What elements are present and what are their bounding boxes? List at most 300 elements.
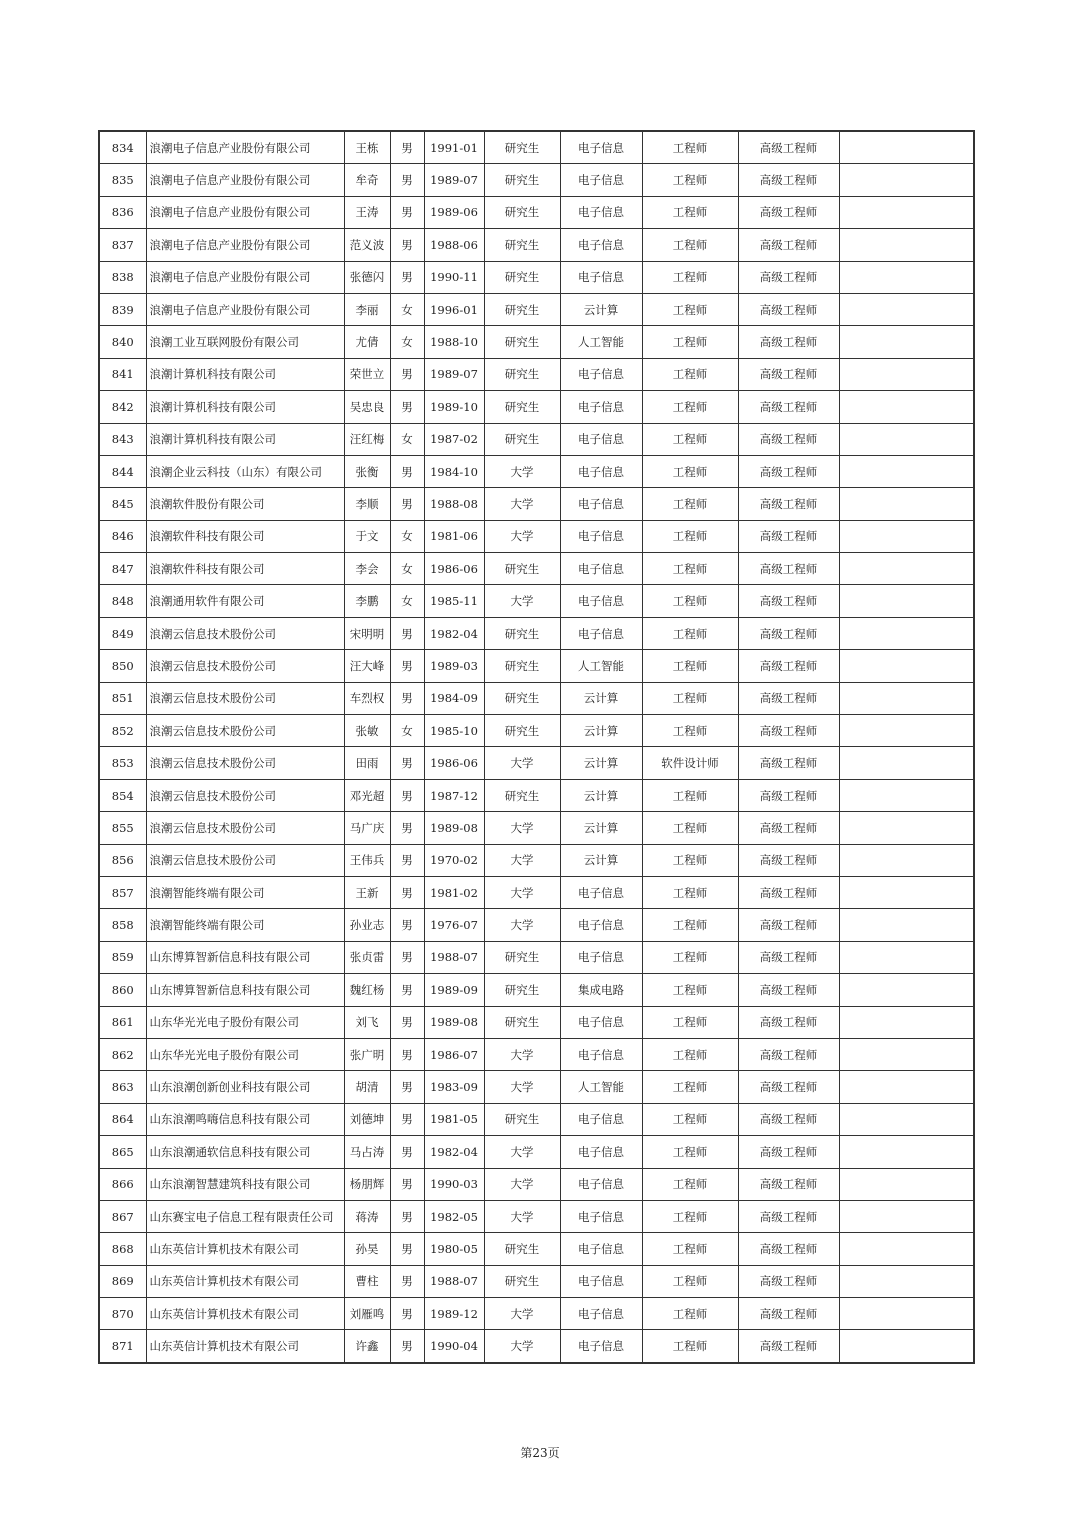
remarks-cell bbox=[839, 1006, 974, 1038]
applied-title-cell: 高级工程师 bbox=[738, 941, 839, 973]
table-row bbox=[99, 229, 974, 261]
remarks-cell bbox=[839, 585, 974, 617]
name-cell: 孙业志 bbox=[344, 909, 390, 941]
education-cell: 研究生 bbox=[484, 391, 560, 423]
row-number-cell: 844 bbox=[99, 455, 146, 487]
applied-title-cell: 高级工程师 bbox=[738, 455, 839, 487]
table-row bbox=[99, 1006, 974, 1038]
specialty-cell: 电子信息 bbox=[560, 553, 642, 585]
applied-title-cell: 高级工程师 bbox=[738, 229, 839, 261]
table-row bbox=[99, 1103, 974, 1135]
table-row bbox=[99, 747, 974, 779]
remarks-cell bbox=[839, 1298, 974, 1330]
remarks-cell bbox=[839, 1168, 974, 1200]
specialty-cell: 电子信息 bbox=[560, 1038, 642, 1070]
name-cell: 王新 bbox=[344, 876, 390, 908]
current-title-cell: 工程师 bbox=[642, 455, 738, 487]
company-cell: 山东华光光电子股份有限公司 bbox=[146, 1038, 344, 1070]
row-number-cell: 860 bbox=[99, 974, 146, 1006]
table-row bbox=[99, 585, 974, 617]
gender-cell: 男 bbox=[390, 1168, 424, 1200]
birth-date-cell: 1989-07 bbox=[424, 358, 484, 390]
current-title-cell: 工程师 bbox=[642, 715, 738, 747]
specialty-cell: 云计算 bbox=[560, 844, 642, 876]
education-cell: 研究生 bbox=[484, 1265, 560, 1297]
company-cell: 浪潮计算机科技有限公司 bbox=[146, 358, 344, 390]
table-row bbox=[99, 1136, 974, 1168]
company-cell: 浪潮通用软件有限公司 bbox=[146, 585, 344, 617]
row-number-cell: 861 bbox=[99, 1006, 146, 1038]
education-cell: 研究生 bbox=[484, 617, 560, 649]
applied-title-cell: 高级工程师 bbox=[738, 131, 839, 164]
education-cell: 大学 bbox=[484, 488, 560, 520]
gender-cell: 男 bbox=[390, 391, 424, 423]
row-number-cell: 839 bbox=[99, 293, 146, 325]
current-title-cell: 工程师 bbox=[642, 164, 738, 196]
education-cell: 大学 bbox=[484, 1330, 560, 1363]
birth-date-cell: 1988-06 bbox=[424, 229, 484, 261]
remarks-cell bbox=[839, 293, 974, 325]
table-row bbox=[99, 844, 974, 876]
remarks-cell bbox=[839, 617, 974, 649]
name-cell: 尤倩 bbox=[344, 326, 390, 358]
remarks-cell bbox=[839, 196, 974, 228]
table-row bbox=[99, 520, 974, 552]
birth-date-cell: 1981-02 bbox=[424, 876, 484, 908]
table-row bbox=[99, 812, 974, 844]
name-cell: 马占涛 bbox=[344, 1136, 390, 1168]
education-cell: 研究生 bbox=[484, 293, 560, 325]
remarks-cell bbox=[839, 1038, 974, 1070]
education-cell: 大学 bbox=[484, 1038, 560, 1070]
company-cell: 山东博算智新信息科技有限公司 bbox=[146, 974, 344, 1006]
row-number-cell: 845 bbox=[99, 488, 146, 520]
name-cell: 车烈权 bbox=[344, 682, 390, 714]
applied-title-cell: 高级工程师 bbox=[738, 1200, 839, 1232]
applied-title-cell: 高级工程师 bbox=[738, 391, 839, 423]
education-cell: 研究生 bbox=[484, 779, 560, 811]
table-row bbox=[99, 941, 974, 973]
company-cell: 山东英信计算机技术有限公司 bbox=[146, 1298, 344, 1330]
birth-date-cell: 1987-02 bbox=[424, 423, 484, 455]
specialty-cell: 电子信息 bbox=[560, 909, 642, 941]
name-cell: 张贞雷 bbox=[344, 941, 390, 973]
specialty-cell: 电子信息 bbox=[560, 520, 642, 552]
education-cell: 大学 bbox=[484, 1200, 560, 1232]
current-title-cell: 工程师 bbox=[642, 1103, 738, 1135]
remarks-cell bbox=[839, 520, 974, 552]
education-cell: 研究生 bbox=[484, 650, 560, 682]
company-cell: 山东博算智新信息科技有限公司 bbox=[146, 941, 344, 973]
specialty-cell: 电子信息 bbox=[560, 131, 642, 164]
table-row bbox=[99, 293, 974, 325]
specialty-cell: 人工智能 bbox=[560, 1071, 642, 1103]
table-row bbox=[99, 1168, 974, 1200]
specialty-cell: 电子信息 bbox=[560, 1233, 642, 1265]
birth-date-cell: 1984-09 bbox=[424, 682, 484, 714]
education-cell: 大学 bbox=[484, 747, 560, 779]
applied-title-cell: 高级工程师 bbox=[738, 585, 839, 617]
current-title-cell: 工程师 bbox=[642, 326, 738, 358]
name-cell: 魏红杨 bbox=[344, 974, 390, 1006]
row-number-cell: 842 bbox=[99, 391, 146, 423]
specialty-cell: 电子信息 bbox=[560, 585, 642, 617]
specialty-cell: 电子信息 bbox=[560, 1200, 642, 1232]
specialty-cell: 电子信息 bbox=[560, 455, 642, 487]
applied-title-cell: 高级工程师 bbox=[738, 747, 839, 779]
applied-title-cell: 高级工程师 bbox=[738, 553, 839, 585]
table-row bbox=[99, 326, 974, 358]
current-title-cell: 工程师 bbox=[642, 682, 738, 714]
table-row bbox=[99, 876, 974, 908]
company-cell: 浪潮智能终端有限公司 bbox=[146, 909, 344, 941]
name-cell: 李会 bbox=[344, 553, 390, 585]
education-cell: 大学 bbox=[484, 909, 560, 941]
applied-title-cell: 高级工程师 bbox=[738, 1298, 839, 1330]
row-number-cell: 858 bbox=[99, 909, 146, 941]
education-cell: 研究生 bbox=[484, 1006, 560, 1038]
current-title-cell: 工程师 bbox=[642, 1038, 738, 1070]
birth-date-cell: 1970-02 bbox=[424, 844, 484, 876]
company-cell: 浪潮云信息技术股份公司 bbox=[146, 715, 344, 747]
education-cell: 研究生 bbox=[484, 423, 560, 455]
education-cell: 大学 bbox=[484, 1298, 560, 1330]
specialty-cell: 电子信息 bbox=[560, 229, 642, 261]
gender-cell: 男 bbox=[390, 1265, 424, 1297]
applied-title-cell: 高级工程师 bbox=[738, 196, 839, 228]
current-title-cell: 工程师 bbox=[642, 1298, 738, 1330]
applied-title-cell: 高级工程师 bbox=[738, 293, 839, 325]
applied-title-cell: 高级工程师 bbox=[738, 1071, 839, 1103]
remarks-cell bbox=[839, 553, 974, 585]
table-row bbox=[99, 715, 974, 747]
education-cell: 研究生 bbox=[484, 1233, 560, 1265]
gender-cell: 男 bbox=[390, 1038, 424, 1070]
gender-cell: 女 bbox=[390, 326, 424, 358]
specialty-cell: 人工智能 bbox=[560, 650, 642, 682]
company-cell: 浪潮软件科技有限公司 bbox=[146, 553, 344, 585]
table-row bbox=[99, 164, 974, 196]
company-cell: 山东浪潮智慧建筑科技有限公司 bbox=[146, 1168, 344, 1200]
applied-title-cell: 高级工程师 bbox=[738, 164, 839, 196]
remarks-cell bbox=[839, 423, 974, 455]
birth-date-cell: 1982-05 bbox=[424, 1200, 484, 1232]
current-title-cell: 工程师 bbox=[642, 876, 738, 908]
remarks-cell bbox=[839, 164, 974, 196]
remarks-cell bbox=[839, 1200, 974, 1232]
name-cell: 荣世立 bbox=[344, 358, 390, 390]
education-cell: 研究生 bbox=[484, 1103, 560, 1135]
row-number-cell: 851 bbox=[99, 682, 146, 714]
table-row bbox=[99, 488, 974, 520]
birth-date-cell: 1976-07 bbox=[424, 909, 484, 941]
specialty-cell: 电子信息 bbox=[560, 488, 642, 520]
current-title-cell: 工程师 bbox=[642, 423, 738, 455]
company-cell: 浪潮云信息技术股份公司 bbox=[146, 650, 344, 682]
gender-cell: 男 bbox=[390, 650, 424, 682]
birth-date-cell: 1986-06 bbox=[424, 747, 484, 779]
row-number-cell: 856 bbox=[99, 844, 146, 876]
current-title-cell: 工程师 bbox=[642, 650, 738, 682]
birth-date-cell: 1984-10 bbox=[424, 455, 484, 487]
specialty-cell: 电子信息 bbox=[560, 391, 642, 423]
current-title-cell: 工程师 bbox=[642, 488, 738, 520]
gender-cell: 男 bbox=[390, 196, 424, 228]
remarks-cell bbox=[839, 1265, 974, 1297]
gender-cell: 女 bbox=[390, 715, 424, 747]
applied-title-cell: 高级工程师 bbox=[738, 1038, 839, 1070]
company-cell: 浪潮电子信息产业股份有限公司 bbox=[146, 164, 344, 196]
row-number-cell: 849 bbox=[99, 617, 146, 649]
birth-date-cell: 1989-09 bbox=[424, 974, 484, 1006]
name-cell: 范义波 bbox=[344, 229, 390, 261]
table-row bbox=[99, 1071, 974, 1103]
current-title-cell: 工程师 bbox=[642, 520, 738, 552]
specialty-cell: 电子信息 bbox=[560, 423, 642, 455]
remarks-cell bbox=[839, 1233, 974, 1265]
remarks-cell bbox=[839, 682, 974, 714]
name-cell: 邓光超 bbox=[344, 779, 390, 811]
gender-cell: 男 bbox=[390, 974, 424, 1006]
table-row bbox=[99, 974, 974, 1006]
table-row bbox=[99, 391, 974, 423]
gender-cell: 男 bbox=[390, 261, 424, 293]
row-number-cell: 840 bbox=[99, 326, 146, 358]
gender-cell: 男 bbox=[390, 455, 424, 487]
education-cell: 研究生 bbox=[484, 229, 560, 261]
applied-title-cell: 高级工程师 bbox=[738, 715, 839, 747]
applied-title-cell: 高级工程师 bbox=[738, 1233, 839, 1265]
remarks-cell bbox=[839, 261, 974, 293]
specialty-cell: 电子信息 bbox=[560, 196, 642, 228]
birth-date-cell: 1989-03 bbox=[424, 650, 484, 682]
birth-date-cell: 1982-04 bbox=[424, 1136, 484, 1168]
birth-date-cell: 1985-11 bbox=[424, 585, 484, 617]
table-row bbox=[99, 682, 974, 714]
education-cell: 研究生 bbox=[484, 974, 560, 1006]
table-row bbox=[99, 131, 974, 164]
specialty-cell: 人工智能 bbox=[560, 326, 642, 358]
current-title-cell: 工程师 bbox=[642, 1006, 738, 1038]
remarks-cell bbox=[839, 747, 974, 779]
remarks-cell bbox=[839, 650, 974, 682]
row-number-cell: 859 bbox=[99, 941, 146, 973]
birth-date-cell: 1989-06 bbox=[424, 196, 484, 228]
row-number-cell: 847 bbox=[99, 553, 146, 585]
row-number-cell: 869 bbox=[99, 1265, 146, 1297]
specialty-cell: 电子信息 bbox=[560, 358, 642, 390]
education-cell: 研究生 bbox=[484, 131, 560, 164]
birth-date-cell: 1990-11 bbox=[424, 261, 484, 293]
education-cell: 研究生 bbox=[484, 164, 560, 196]
birth-date-cell: 1990-04 bbox=[424, 1330, 484, 1363]
gender-cell: 男 bbox=[390, 844, 424, 876]
company-cell: 浪潮云信息技术股份公司 bbox=[146, 747, 344, 779]
name-cell: 汪红梅 bbox=[344, 423, 390, 455]
education-cell: 研究生 bbox=[484, 715, 560, 747]
name-cell: 张广明 bbox=[344, 1038, 390, 1070]
company-cell: 浪潮云信息技术股份公司 bbox=[146, 844, 344, 876]
birth-date-cell: 1985-10 bbox=[424, 715, 484, 747]
specialty-cell: 电子信息 bbox=[560, 876, 642, 908]
table-row bbox=[99, 358, 974, 390]
name-cell: 王伟兵 bbox=[344, 844, 390, 876]
gender-cell: 男 bbox=[390, 812, 424, 844]
gender-cell: 男 bbox=[390, 876, 424, 908]
company-cell: 山东华光光电子股份有限公司 bbox=[146, 1006, 344, 1038]
row-number-cell: 870 bbox=[99, 1298, 146, 1330]
birth-date-cell: 1989-12 bbox=[424, 1298, 484, 1330]
table-row bbox=[99, 261, 974, 293]
gender-cell: 男 bbox=[390, 229, 424, 261]
remarks-cell bbox=[839, 909, 974, 941]
specialty-cell: 集成电路 bbox=[560, 974, 642, 1006]
specialty-cell: 电子信息 bbox=[560, 941, 642, 973]
remarks-cell bbox=[839, 876, 974, 908]
company-cell: 浪潮云信息技术股份公司 bbox=[146, 682, 344, 714]
company-cell: 浪潮电子信息产业股份有限公司 bbox=[146, 196, 344, 228]
row-number-cell: 871 bbox=[99, 1330, 146, 1363]
applied-title-cell: 高级工程师 bbox=[738, 488, 839, 520]
current-title-cell: 工程师 bbox=[642, 293, 738, 325]
applied-title-cell: 高级工程师 bbox=[738, 1330, 839, 1363]
applied-title-cell: 高级工程师 bbox=[738, 1103, 839, 1135]
table-row bbox=[99, 1200, 974, 1232]
current-title-cell: 工程师 bbox=[642, 1330, 738, 1363]
education-cell: 大学 bbox=[484, 876, 560, 908]
table-row bbox=[99, 779, 974, 811]
row-number-cell: 846 bbox=[99, 520, 146, 552]
gender-cell: 男 bbox=[390, 779, 424, 811]
remarks-cell bbox=[839, 812, 974, 844]
row-number-cell: 867 bbox=[99, 1200, 146, 1232]
remarks-cell bbox=[839, 1103, 974, 1135]
gender-cell: 女 bbox=[390, 585, 424, 617]
current-title-cell: 工程师 bbox=[642, 229, 738, 261]
remarks-cell bbox=[839, 455, 974, 487]
current-title-cell: 工程师 bbox=[642, 941, 738, 973]
name-cell: 杨朋辉 bbox=[344, 1168, 390, 1200]
education-cell: 研究生 bbox=[484, 261, 560, 293]
row-number-cell: 834 bbox=[99, 131, 146, 164]
education-cell: 研究生 bbox=[484, 358, 560, 390]
table-row bbox=[99, 650, 974, 682]
name-cell: 张衡 bbox=[344, 455, 390, 487]
specialty-cell: 云计算 bbox=[560, 747, 642, 779]
remarks-cell bbox=[839, 358, 974, 390]
name-cell: 马广庆 bbox=[344, 812, 390, 844]
gender-cell: 男 bbox=[390, 941, 424, 973]
row-number-cell: 848 bbox=[99, 585, 146, 617]
applied-title-cell: 高级工程师 bbox=[738, 844, 839, 876]
gender-cell: 男 bbox=[390, 1006, 424, 1038]
specialty-cell: 电子信息 bbox=[560, 617, 642, 649]
remarks-cell bbox=[839, 391, 974, 423]
applied-title-cell: 高级工程师 bbox=[738, 1168, 839, 1200]
table-row bbox=[99, 617, 974, 649]
education-cell: 大学 bbox=[484, 844, 560, 876]
specialty-cell: 电子信息 bbox=[560, 1265, 642, 1297]
education-cell: 大学 bbox=[484, 455, 560, 487]
table-row bbox=[99, 1298, 974, 1330]
education-cell: 大学 bbox=[484, 1136, 560, 1168]
company-cell: 浪潮电子信息产业股份有限公司 bbox=[146, 293, 344, 325]
company-cell: 浪潮电子信息产业股份有限公司 bbox=[146, 131, 344, 164]
current-title-cell: 工程师 bbox=[642, 131, 738, 164]
current-title-cell: 工程师 bbox=[642, 553, 738, 585]
company-cell: 山东赛宝电子信息工程有限责任公司 bbox=[146, 1200, 344, 1232]
name-cell: 许鑫 bbox=[344, 1330, 390, 1363]
name-cell: 王栋 bbox=[344, 131, 390, 164]
education-cell: 大学 bbox=[484, 1071, 560, 1103]
specialty-cell: 电子信息 bbox=[560, 164, 642, 196]
name-cell: 李鹏 bbox=[344, 585, 390, 617]
company-cell: 浪潮电子信息产业股份有限公司 bbox=[146, 229, 344, 261]
company-cell: 山东浪潮通软信息科技有限公司 bbox=[146, 1136, 344, 1168]
gender-cell: 男 bbox=[390, 1136, 424, 1168]
applied-title-cell: 高级工程师 bbox=[738, 520, 839, 552]
remarks-cell bbox=[839, 941, 974, 973]
birth-date-cell: 1989-10 bbox=[424, 391, 484, 423]
current-title-cell: 工程师 bbox=[642, 779, 738, 811]
specialty-cell: 云计算 bbox=[560, 779, 642, 811]
table-row bbox=[99, 1265, 974, 1297]
applied-title-cell: 高级工程师 bbox=[738, 779, 839, 811]
applied-title-cell: 高级工程师 bbox=[738, 974, 839, 1006]
specialty-cell: 云计算 bbox=[560, 682, 642, 714]
current-title-cell: 软件设计师 bbox=[642, 747, 738, 779]
row-number-cell: 855 bbox=[99, 812, 146, 844]
current-title-cell: 工程师 bbox=[642, 1071, 738, 1103]
gender-cell: 男 bbox=[390, 164, 424, 196]
table-body bbox=[99, 131, 974, 1363]
remarks-cell bbox=[839, 131, 974, 164]
name-cell: 田雨 bbox=[344, 747, 390, 779]
current-title-cell: 工程师 bbox=[642, 909, 738, 941]
applied-title-cell: 高级工程师 bbox=[738, 423, 839, 455]
current-title-cell: 工程师 bbox=[642, 261, 738, 293]
name-cell: 张德闪 bbox=[344, 261, 390, 293]
specialty-cell: 电子信息 bbox=[560, 1330, 642, 1363]
gender-cell: 男 bbox=[390, 131, 424, 164]
name-cell: 胡清 bbox=[344, 1071, 390, 1103]
applied-title-cell: 高级工程师 bbox=[738, 326, 839, 358]
name-cell: 牟奇 bbox=[344, 164, 390, 196]
row-number-cell: 852 bbox=[99, 715, 146, 747]
education-cell: 研究生 bbox=[484, 941, 560, 973]
table-row bbox=[99, 423, 974, 455]
page-number: 第23页 bbox=[520, 1446, 560, 1460]
company-cell: 山东英信计算机技术有限公司 bbox=[146, 1265, 344, 1297]
row-number-cell: 836 bbox=[99, 196, 146, 228]
row-number-cell: 857 bbox=[99, 876, 146, 908]
row-number-cell: 837 bbox=[99, 229, 146, 261]
row-number-cell: 864 bbox=[99, 1103, 146, 1135]
company-cell: 浪潮工业互联网股份有限公司 bbox=[146, 326, 344, 358]
row-number-cell: 854 bbox=[99, 779, 146, 811]
applied-title-cell: 高级工程师 bbox=[738, 682, 839, 714]
name-cell: 汪大峰 bbox=[344, 650, 390, 682]
current-title-cell: 工程师 bbox=[642, 974, 738, 1006]
specialty-cell: 云计算 bbox=[560, 715, 642, 747]
gender-cell: 男 bbox=[390, 1071, 424, 1103]
company-cell: 浪潮智能终端有限公司 bbox=[146, 876, 344, 908]
name-cell: 李丽 bbox=[344, 293, 390, 325]
remarks-cell bbox=[839, 488, 974, 520]
specialty-cell: 云计算 bbox=[560, 293, 642, 325]
current-title-cell: 工程师 bbox=[642, 1265, 738, 1297]
birth-date-cell: 1988-07 bbox=[424, 1265, 484, 1297]
